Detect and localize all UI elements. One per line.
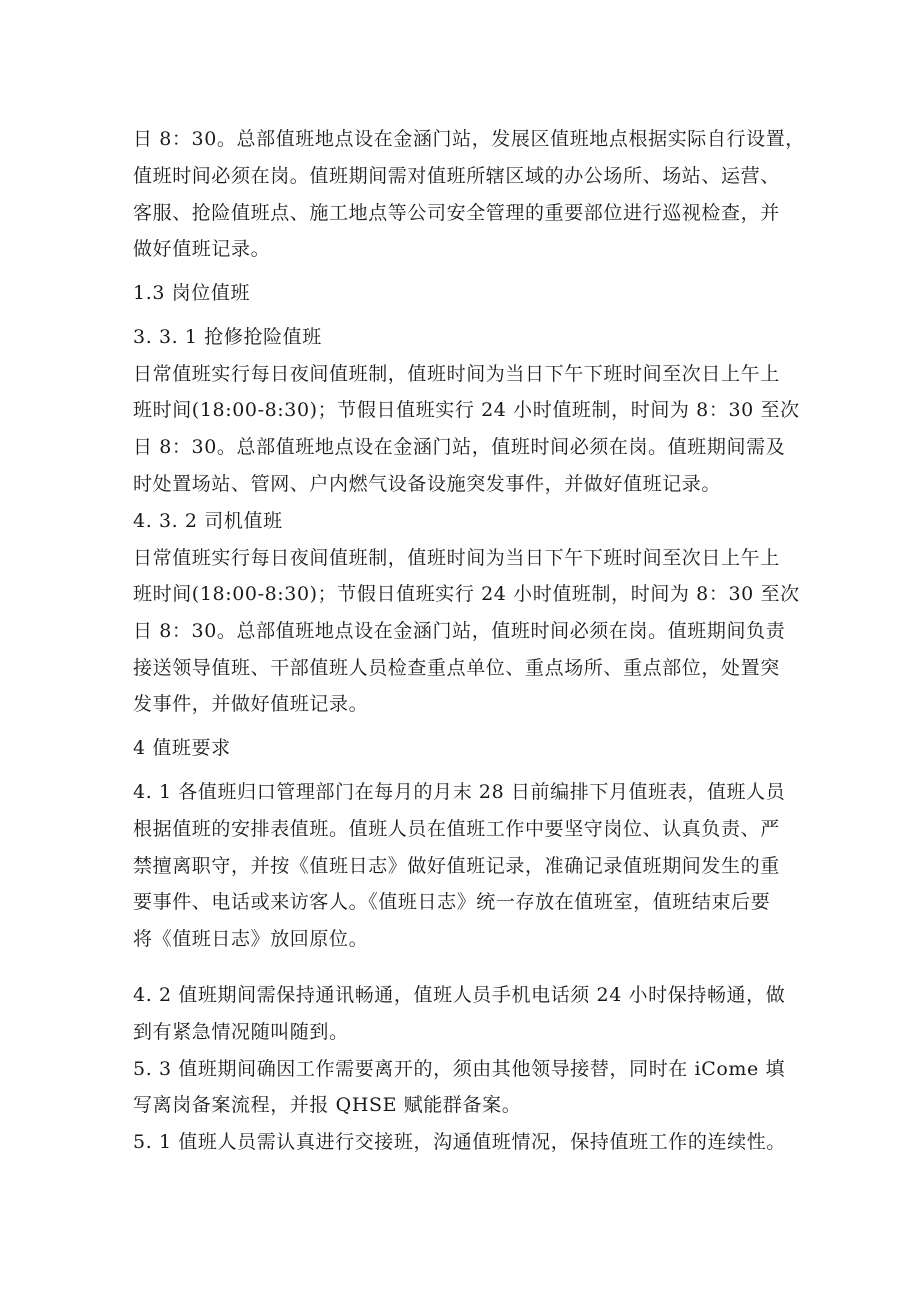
paragraph-4-1-line-4: 要事件、电话或来访客人。《值班日志》统一存放在值班室，值班结束后要 [133,891,771,913]
intro-line-3: 客服、抢险值班点、施工地点等公司安全管理的重要部位进行巡视检查，并 [133,202,780,224]
paragraph-3-3-1-line-1: 日常值班实行每日夜间值班制，值班时间为当日下午下班时间至次日上午上 [133,363,780,385]
subsection-heading-3-3-1: 3. 3. 1 抢修抢险值班 [133,326,322,348]
paragraph-4-3-2-line-2: 班时间(18:00-8:30)；节假日值班实行 24 小时值班制，时间为 8：30 至次 [133,583,800,605]
paragraph-4-3-2-line-4: 接送领导值班、干部值班人员检查重点单位、重点场所、重点部位，处置突 [133,657,780,679]
paragraph-3-3-1-line-3: 日 8：30。总部值班地点设在金涵门站，值班时间必须在岗。值班期间需及 [133,436,786,458]
paragraph-4-1-line-2: 根据值班的安排表值班。值班人员在值班工作中要坚守岗位、认真负责、严 [133,818,780,840]
section-heading-4: 4 值班要求 [133,737,231,759]
paragraph-4-3-2-line-5: 发事件，并做好值班记录。 [133,693,369,715]
intro-line-1: 日 8：30。总部值班地点设在金涵门站，发展区值班地点根据实际自行设置， [133,128,805,150]
paragraph-5-3-line-2: 写离岗备案流程，并报 QHSE 赋能群备案。 [133,1094,522,1116]
paragraph-3-3-1-line-2: 班时间(18:00-8:30)；节假日值班实行 24 小时值班制，时间为 8：30 至次 [133,399,800,421]
paragraph-4-1-line-5: 将《值班日志》放回原位。 [133,928,369,950]
section-heading-1-3: 1.3 岗位值班 [133,282,251,304]
paragraph-4-2-line-1: 4. 2 值班期间需保持通讯畅通，值班人员手机电话须 24 小时保持畅通，做 [133,984,786,1006]
paragraph-5-1-line-1: 5. 1 值班人员需认真进行交接班，沟通值班情况，保持值班工作的连续性。 [133,1131,786,1153]
paragraph-4-2-line-2: 到有紧急情况随叫随到。 [133,1021,349,1043]
paragraph-5-3-line-1: 5. 3 值班期间确因工作需要离开的，须由其他领导接替，同时在 iCome 填 [133,1058,786,1080]
intro-line-2: 值班时间必须在岗。值班期间需对值班所辖区域的办公场所、场站、运营、 [133,165,780,187]
paragraph-4-3-2-line-3: 日 8：30。总部值班地点设在金涵门站，值班时间必须在岗。值班期间负责 [133,620,786,642]
paragraph-4-1-line-3: 禁擅离职守，并按《值班日志》做好值班记录，准确记录值班期间发生的重 [133,855,780,877]
intro-line-4: 做好值班记录。 [133,238,271,260]
paragraph-4-1-line-1: 4. 1 各值班归口管理部门在每月的月末 28 日前编排下月值班表，值班人员 [133,781,786,803]
paragraph-4-3-2-line-1: 日常值班实行每日夜间值班制，值班时间为当日下午下班时间至次日上午上 [133,547,780,569]
subsection-heading-4-3-2: 4. 3. 2 司机值班 [133,510,283,532]
paragraph-3-3-1-line-4: 时处置场站、管网、户内燃气设备设施突发事件，并做好值班记录。 [133,473,722,495]
